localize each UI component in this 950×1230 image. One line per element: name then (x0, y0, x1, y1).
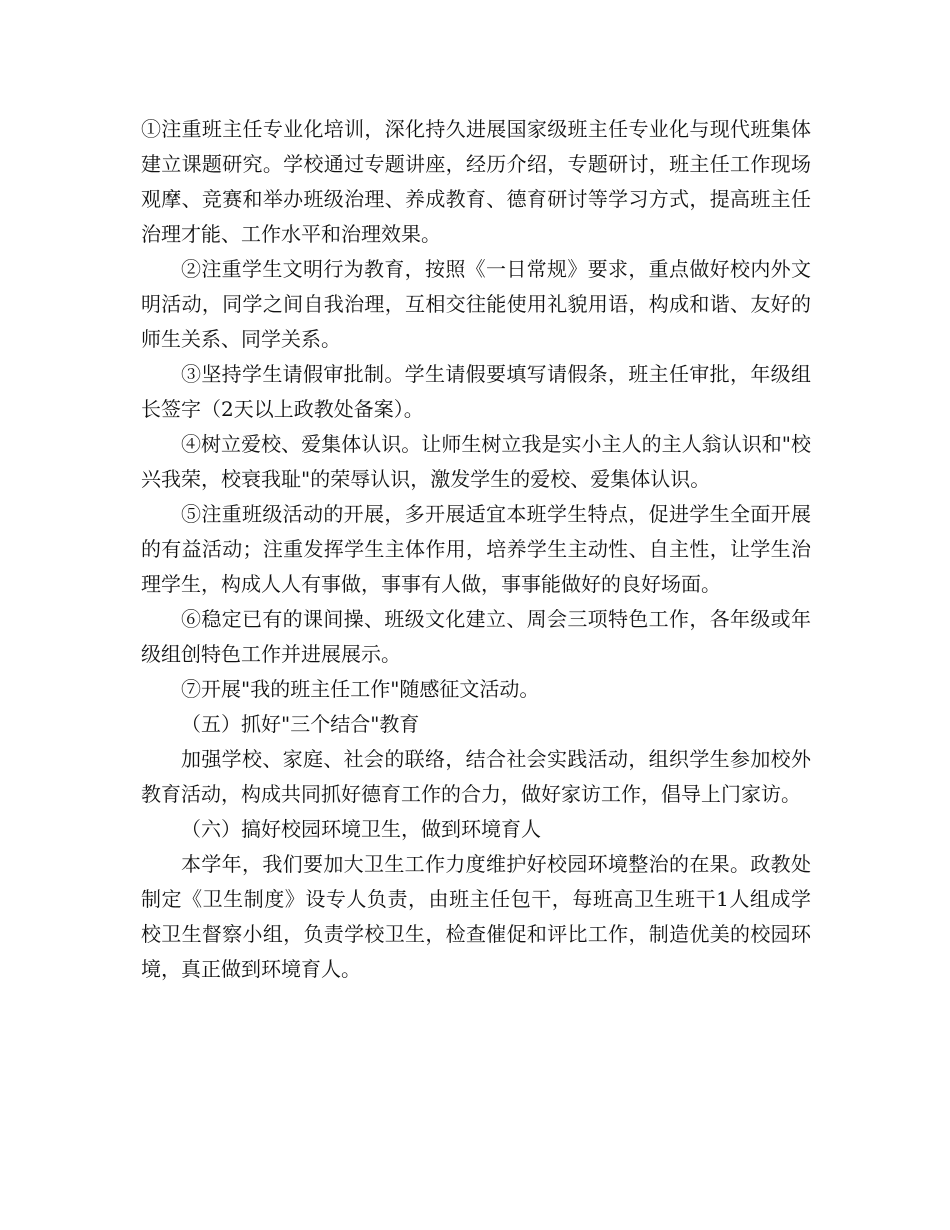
section-heading-5: （五）抓好"三个结合"教育 (181, 712, 420, 736)
paragraph-item-4: ④树立爱校、爱集体认识。让师生树立我是实小主人的主人翁认识和"校兴我荣，校衰我耻"的荣辱认识，激发学生的爱校、爱集体认识。 (141, 432, 811, 491)
paragraph-item-1: ①注重班主任专业化培训，深化持久进展国家级班主任专业化与现代班集体建立课题研究。学校通过专题讲座，经历介绍，专题研讨，班主任工作现场观摩、竞赛和举办班级治理、养成教育、德育研讨等学习方式，提高班主任治理才能、工作水平和治理效果。 (141, 117, 811, 246)
section-heading-6: （六）搞好校园环境卫生，做到环境育人 (181, 817, 541, 841)
document-page (141, 112, 811, 987)
paragraph-item-5: ⑤注重班级活动的开展，多开展适宜本班学生特点，促进学生全面开展的有益活动；注重发挥学生主体作用，培养学生主动性、自主性，让学生治理学生，构成人人有事做，事事有人做，事事能做好的良好场面。 (141, 502, 811, 596)
paragraph-section-6-body: 本学年，我们要加大卫生工作力度维护好校园环境整治的在果。政教处制定《卫生制度》设专人负责，由班主任包干，每班高卫生班干1人组成学校卫生督察小组，负责学校卫生，检查催促和评比工作，制造优美的校园环境，真正做到环境育人。 (141, 852, 811, 981)
paragraph-item-7: ⑦开展"我的班主任工作"随感征文活动。 (181, 677, 540, 701)
paragraph-item-2: ②注重学生文明行为教育，按照《一日常规》要求，重点做好校内外文明活动，同学之间自我治理，互相交往能使用礼貌用语，构成和谐、友好的师生关系、同学关系。 (141, 257, 811, 351)
paragraph-item-6: ⑥稳定已有的课间操、班级文化建立、周会三项特色工作，各年级或年级组创特色工作并进展展示。 (141, 607, 811, 666)
paragraph-section-5-body: 加强学校、家庭、社会的联络，结合社会实践活动，组织学生参加校外教育活动，构成共同抓好德育工作的合力，做好家访工作，倡导上门家访。 (141, 747, 811, 806)
paragraph-item-3: ③坚持学生请假审批制。学生请假要填写请假条，班主任审批，年级组长签字（2天以上政教处备案）。 (141, 362, 811, 421)
